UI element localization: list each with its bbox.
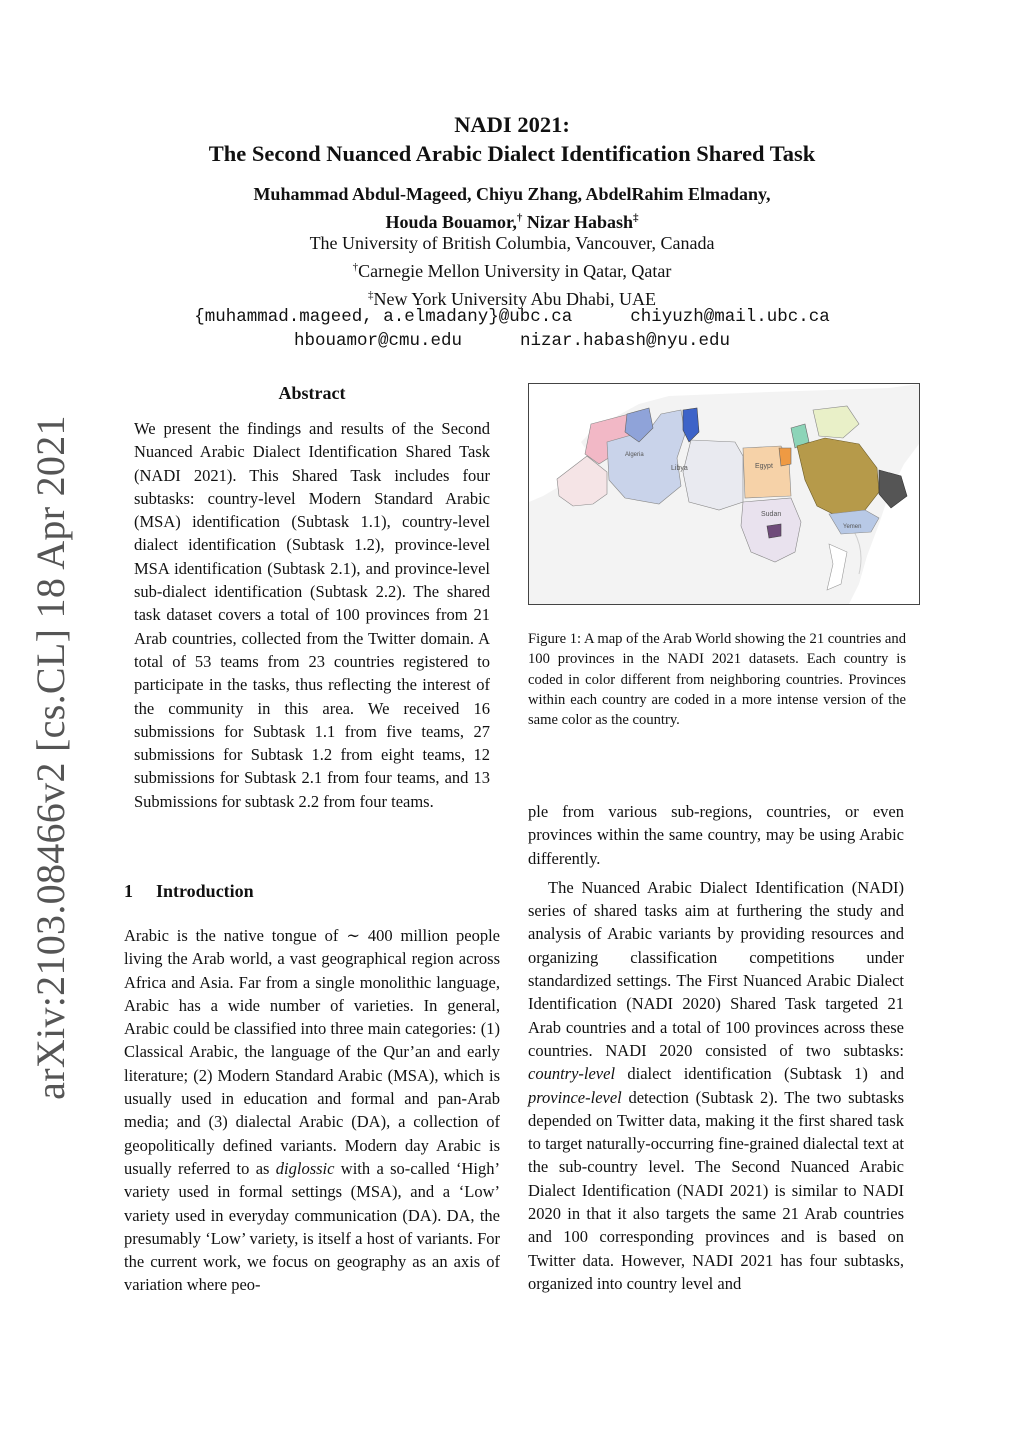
- author-bouamor: Houda Bouamor,: [385, 212, 517, 232]
- email-ubc[interactable]: {muhammad.mageed, a.elmadany}@ubc.ca: [194, 307, 573, 327]
- intro-left-column: [124, 924, 500, 1297]
- province-sudan-khartoum: [767, 524, 781, 538]
- intro-p2-text-a: The Nuanced Arabic Dialect Identification (NADI) series of shared tasks aim at furthering the study and analysis of Arabic variants by providing resources and organizing classification competitions under standardized settings. The First Nuanced Arabic Dialect Identification (NADI 2020) Shared Task targeted 21 Arab countries and a total of 100 provinces across these countries. NADI 2020 consisted of two subtasks:: [528, 877, 904, 1060]
- abstract-body: [134, 417, 490, 813]
- email-bouamor[interactable]: hbouamor@cmu.edu: [293, 331, 462, 351]
- section-number: 1: [124, 881, 133, 901]
- title-line-2: The Second Nuanced Arabic Dialect Identification Shared Task: [208, 141, 816, 166]
- intro-paragraph-2: [528, 876, 904, 1295]
- affiliation-nyu: New York University Abu Dhabi, UAE: [373, 289, 656, 309]
- title-line-1: NADI 2021:: [454, 112, 570, 137]
- authors-line-2: [100, 206, 924, 234]
- intro-right-column: [528, 800, 904, 1295]
- figure-arab-world-map: [528, 383, 920, 605]
- map-label-libya: Libya: [671, 465, 688, 472]
- affiliations: [100, 231, 924, 311]
- arxiv-stamp-text: arXiv:2103.08466v2 [cs.CL] 18 Apr 2021: [27, 414, 73, 1100]
- email-block: [100, 305, 924, 353]
- intro-p2-text-c: detection (Subtask 2). The two subtasks depended on Twitter data, making it the first shared task to target naturally-occurring fine-grained dialectal text at the sub-country level. The Second Nuanced Arabic Dialect Identification (NADI 2021) is similar to NADI 2020 in that it also targets the same 21 Arab countries and 100 corresponding provinces and is based on Twitter data. However, NADI 2021 has four subtasks, organized into country level and: [528, 1087, 904, 1293]
- intro-p1-text-c: with a so-called ‘High’ variety used in formal settings (MSA), and a ‘Low’ variety used in everyday communication (DA). DA, the presumably ‘Low’ variety, is itself a host of variants. For the current work, we focus on geography as an axis of variation where peo-: [124, 1158, 500, 1295]
- affiliation-cmu: Carnegie Mellon University in Qatar, Qatar: [358, 261, 672, 281]
- author-list: [100, 182, 924, 234]
- email-line-2: [100, 329, 924, 353]
- abstract-heading: Abstract: [278, 383, 346, 403]
- intro-p1-text-b: million people living the Arab world, a vast geographical region across Africa and Asia. Far from a single monolithic language, Arabic has a wide number of varieties. In general, Arabic could be classified into three main categories: (1) Classical Arabic, the language of the Qur’an and early literature; (2) Modern Standard Arabic (MSA), which is usually used in education and formal and pan-Arab media; and (3) dialectal Arabic (DA), a collection of geopolitically defined variants. Modern day Arabic is usually referred to as: [124, 926, 500, 1178]
- abstract-text: We present the findings and results of the Second Nuanced Arabic Dialect Identification Shared Task (NADI 2021). This Shared Task includes four subtasks: country-level Modern Standard Arabic (MSA) identification (Subtask 1.1), country-level dialect identification (Subtask 1.2), province-level MSA identification (Subtask 2.1), and province-level sub-dialect identification (Subtask 2.2). The shared task dataset covers a total of 100 provinces from 21 Arab countries, collected from the Twitter domain. A total of 53 teams from 23 countries registered to participate in the tasks, thus reflecting the interest of the community in this area. We received 16 submissions for Subtask 1.1 from five teams, 27 submissions for Subtask 1.2 from eight teams, 12 submissions for Subtask 2.1 from four teams, and 13 Submissions for subtask 2.2 from four teams.: [134, 419, 490, 811]
- province-egypt-delta: [779, 448, 791, 466]
- email-chiyuzh[interactable]: chiyuzh@mail.ubc.ca: [630, 307, 830, 327]
- section-title: Introduction: [156, 881, 254, 901]
- map-label-sudan: Sudan: [761, 511, 782, 518]
- figure-caption: [528, 629, 906, 730]
- intro-p1-continuation: ple from various sub-regions, countries, or even provinces within the same country, may be using Arabic differently.: [528, 802, 904, 868]
- affiliation-mark-ddagger: ‡: [368, 289, 374, 301]
- author-mark-dagger: †: [516, 212, 523, 224]
- intro-p2-text-b: dialect identification (Subtask 1) and: [615, 1064, 904, 1084]
- email-line-1: [100, 305, 924, 329]
- intro-p2-emphasis-2: province-level: [528, 1087, 622, 1107]
- affiliation-ubc: The University of British Columbia, Vancouver, Canada: [309, 233, 715, 253]
- paper-title: [100, 110, 924, 168]
- authors-line-1: Muhammad Abdul-Mageed, Chiyu Zhang, AbdelRahim Elmadany,: [253, 184, 771, 204]
- map-graphic: [529, 384, 919, 604]
- map-label-algeria: Algeria: [625, 452, 644, 458]
- figure-caption-text: Figure 1: A map of the Arab World showing the 21 countries and 100 provinces in the NADI 2021 datasets. Each country is coded in color different from neighboring countries. Provinces within each country are coded in a more intense version of the same color as the country.: [528, 631, 906, 729]
- intro-p1-approx: ∼ 400: [346, 926, 393, 945]
- affiliation-cmu-line: [100, 255, 924, 283]
- intro-p1-text-a: Arabic is the native tongue of: [124, 926, 347, 945]
- affiliation-mark-dagger: †: [352, 261, 359, 273]
- author-habash: Nizar Habash: [526, 212, 634, 232]
- map-label-egypt: Egypt: [755, 463, 773, 470]
- email-habash[interactable]: nizar.habash@nyu.edu: [519, 331, 731, 351]
- intro-paragraph-1: [124, 924, 500, 1297]
- arxiv-stamp: [20, 414, 80, 1100]
- section-heading-introduction: [124, 881, 254, 902]
- intro-p2-emphasis-1: country-level: [528, 1064, 616, 1084]
- region-libya: [683, 440, 743, 510]
- author-mark-ddagger: ‡: [633, 212, 639, 224]
- intro-p1-emphasis: diglossic: [275, 1158, 335, 1178]
- map-label-yemen: Yemen: [843, 524, 862, 530]
